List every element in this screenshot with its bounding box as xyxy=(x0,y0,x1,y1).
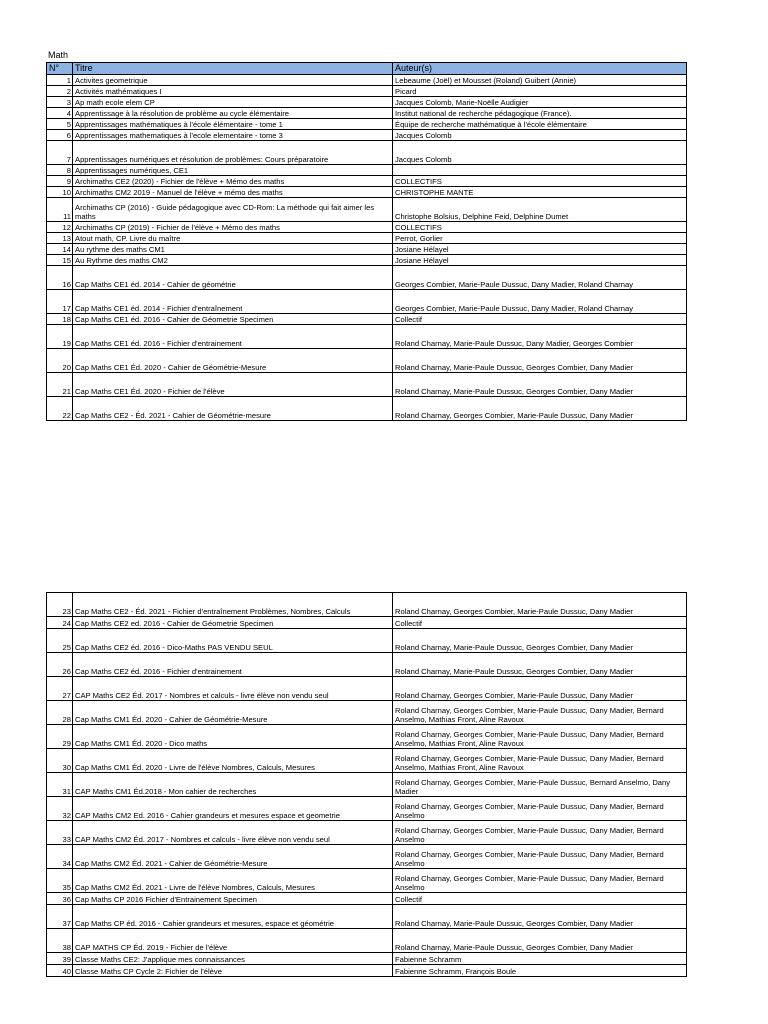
author-cell: Roland Charnay, Marie-Paule Dussuc, Georges Combier, Dany Madier xyxy=(393,373,687,397)
table-row xyxy=(47,349,687,373)
table-row xyxy=(47,119,687,130)
author-cell: Picard xyxy=(393,86,687,97)
author-cell: Josiane Hélayel xyxy=(393,244,687,255)
row-number-cell: 20 xyxy=(47,349,73,373)
book-table-part-2 xyxy=(46,592,687,977)
title-cell: Activites geometrique xyxy=(73,75,393,86)
title-cell: Archimaths CM2 2019 - Manuel de l'élève + mémo des maths xyxy=(73,187,393,198)
row-number-cell: 3 xyxy=(47,97,73,108)
title-cell: Cap Maths CE1 Éd. 2020 - Cahier de Géométrie-Mesure xyxy=(73,349,393,373)
title-cell: Cap Maths CE1 éd. 2016 - Cahier de Géometrie Specimen xyxy=(73,314,393,325)
title-cell: Cap Maths CM2 Éd. 2021 - Livre de l'élève Nombres, Calculs, Mesures xyxy=(73,869,393,893)
table-row xyxy=(47,893,687,905)
author-cell: Christophe Bolsius, Delphine Feid, Delphine Dumet xyxy=(393,198,687,222)
author-cell: Roland Charnay, Marie-Paule Dussuc, Georges Combier, Dany Madier xyxy=(393,349,687,373)
row-number-cell: 13 xyxy=(47,233,73,244)
author-cell: Collectif xyxy=(393,893,687,905)
title-cell: CAP MATHS CP Éd. 2019 - Fichier de l'élève xyxy=(73,929,393,953)
row-number-cell: 38 xyxy=(47,929,73,953)
row-number-cell: 6 xyxy=(47,130,73,141)
author-cell: Roland Charnay, Georges Combier, Marie-Paule Dussuc, Dany Madier xyxy=(393,397,687,421)
table-body xyxy=(47,593,687,977)
table-row xyxy=(47,86,687,97)
author-cell: Roland Charnay, Georges Combier, Marie-Paule Dussuc, Dany Madier, Bernard Anselmo, Mathias Front, Aline Ravoux xyxy=(393,749,687,773)
table-row xyxy=(47,677,687,701)
row-number-cell: 5 xyxy=(47,119,73,130)
author-cell: Lebeaume (Joël) et Mousset (Roland) Guibert (Annie) xyxy=(393,75,687,86)
row-number-cell: 2 xyxy=(47,86,73,97)
title-cell: Au rythme des maths CM1 xyxy=(73,244,393,255)
row-number-cell: 39 xyxy=(47,953,73,965)
row-number-cell: 27 xyxy=(47,677,73,701)
author-cell: Roland Charnay, Marie-Paule Dussuc, Georges Combier, Dany Madier xyxy=(393,653,687,677)
row-number-cell: 19 xyxy=(47,325,73,349)
row-number-cell: 10 xyxy=(47,187,73,198)
row-number-cell: 25 xyxy=(47,629,73,653)
author-cell: Collectif xyxy=(393,314,687,325)
table-row xyxy=(47,130,687,141)
title-cell: Cap Maths CM1 Éd. 2020 - Dico maths xyxy=(73,725,393,749)
author-cell: Roland Charnay, Georges Combier, Marie-Paule Dussuc, Bernard Anselmo, Dany Madier xyxy=(393,773,687,797)
table-row xyxy=(47,165,687,176)
title-cell: Cap Maths CE1 Éd. 2020 - Fichier de l'élève xyxy=(73,373,393,397)
row-number-cell: 7 xyxy=(47,141,73,165)
table-row xyxy=(47,845,687,869)
table-row xyxy=(47,965,687,977)
table-row xyxy=(47,629,687,653)
author-cell: Roland Charnay, Georges Combier, Marie-Paule Dussuc, Dany Madier, Bernard Anselmo xyxy=(393,797,687,821)
table-row xyxy=(47,701,687,725)
table-row xyxy=(47,749,687,773)
row-number-cell: 36 xyxy=(47,893,73,905)
table-row xyxy=(47,929,687,953)
title-cell: CAP Maths CM1 Éd.2018 - Mon cahier de recherches xyxy=(73,773,393,797)
column-header-number: N° xyxy=(47,63,73,75)
row-number-cell: 18 xyxy=(47,314,73,325)
table-row xyxy=(47,141,687,165)
author-cell xyxy=(393,165,687,176)
table-row xyxy=(47,97,687,108)
author-cell: Roland Charnay, Georges Combier, Marie-Paule Dussuc, Dany Madier, Bernard Anselmo xyxy=(393,869,687,893)
author-cell: Jacques Colomb xyxy=(393,130,687,141)
author-cell: Institut national de recherche pédagogique (France). xyxy=(393,108,687,119)
table-row xyxy=(47,255,687,266)
row-number-cell: 35 xyxy=(47,869,73,893)
row-number-cell: 22 xyxy=(47,397,73,421)
table-row xyxy=(47,222,687,233)
row-number-cell: 34 xyxy=(47,845,73,869)
title-cell: Cap Maths CM2 Éd. 2021 - Cahier de Géométrie-Mesure xyxy=(73,845,393,869)
author-cell: Équipe de recherche mathématique à l'école élémentaire xyxy=(393,119,687,130)
table-row xyxy=(47,75,687,86)
table-row xyxy=(47,108,687,119)
author-cell: CHRISTOPHE MANTE xyxy=(393,187,687,198)
author-cell: Roland Charnay, Marie-Paule Dussuc, Georges Combier, Dany Madier xyxy=(393,905,687,929)
title-cell: Cap Maths CE2 éd. 2016 - Dico-Maths PAS VENDU SEUL xyxy=(73,629,393,653)
author-cell: Perrot, Gorlier xyxy=(393,233,687,244)
title-cell: CAP Maths CE2 Éd. 2017 - Nombres et calculs - livre élève non vendu seul xyxy=(73,677,393,701)
title-cell: Atout math, CP. Livre du maître xyxy=(73,233,393,244)
title-cell: Cap Maths CE1 éd. 2016 - Fichier d'entrainement xyxy=(73,325,393,349)
author-cell: Fabienne Schramm xyxy=(393,953,687,965)
title-cell: Cap Maths CE1 éd. 2014 - Cahier de géométrie xyxy=(73,266,393,290)
table-row xyxy=(47,869,687,893)
table-row xyxy=(47,797,687,821)
title-cell: Au Rythme des maths CM2 xyxy=(73,255,393,266)
author-cell: Fabienne Schramm, François Boule xyxy=(393,965,687,977)
title-cell: Cap Maths CM1 Éd. 2020 - Cahier de Géométrie-Mesure xyxy=(73,701,393,725)
table-row xyxy=(47,198,687,222)
table-row xyxy=(47,290,687,314)
table-row xyxy=(47,821,687,845)
row-number-cell: 8 xyxy=(47,165,73,176)
table-row xyxy=(47,953,687,965)
row-number-cell: 12 xyxy=(47,222,73,233)
row-number-cell: 16 xyxy=(47,266,73,290)
table-row xyxy=(47,176,687,187)
title-cell: Cap Maths CE2 ed. 2016 - Cahier de Géometrie Specimen xyxy=(73,617,393,629)
table-row xyxy=(47,593,687,617)
row-number-cell: 33 xyxy=(47,821,73,845)
author-cell: COLLECTIFS xyxy=(393,176,687,187)
title-cell: Apprentissages numériques et résolution de problèmes: Cours préparatoire xyxy=(73,141,393,165)
row-number-cell: 15 xyxy=(47,255,73,266)
row-number-cell: 30 xyxy=(47,749,73,773)
author-cell: Roland Charnay, Georges Combier, Marie-Paule Dussuc, Dany Madier xyxy=(393,593,687,617)
table-row xyxy=(47,773,687,797)
table-row xyxy=(47,314,687,325)
table-row xyxy=(47,617,687,629)
title-cell: Cap Maths CP éd. 2016 - Cahier grandeurs et mesures, espace et géométrie xyxy=(73,905,393,929)
row-number-cell: 24 xyxy=(47,617,73,629)
author-cell: Roland Charnay, Georges Combier, Marie-Paule Dussuc, Dany Madier, Bernard Anselmo xyxy=(393,845,687,869)
title-cell: Cap Maths CE2 - Éd. 2021 - Cahier de Géométrie-mesure xyxy=(73,397,393,421)
title-cell: Apprentissage à la résolution de problème au cycle élémentaire xyxy=(73,108,393,119)
book-table-part-1 xyxy=(46,62,687,421)
author-cell: Jacques Colomb xyxy=(393,141,687,165)
table-row xyxy=(47,266,687,290)
row-number-cell: 40 xyxy=(47,965,73,977)
title-cell: Ap math ecole elem CP xyxy=(73,97,393,108)
title-cell: Cap Maths CE2 éd. 2016 - Fichier d'entrainement xyxy=(73,653,393,677)
row-number-cell: 32 xyxy=(47,797,73,821)
author-cell: Georges Combier, Marie-Paule Dussuc, Dany Madier, Roland Charnay xyxy=(393,266,687,290)
author-cell: Roland Charnay, Marie-Paule Dussuc, Georges Combier, Dany Madier xyxy=(393,929,687,953)
author-cell: Roland Charnay, Georges Combier, Marie-Paule Dussuc, Dany Madier, Bernard Anselmo xyxy=(393,821,687,845)
title-cell: Cap Maths CP 2016 Fichier d'Entrainement Specimen xyxy=(73,893,393,905)
author-cell: Roland Charnay, Georges Combier, Marie-Paule Dussuc, Dany Madier xyxy=(393,677,687,701)
table-row xyxy=(47,233,687,244)
row-number-cell: 17 xyxy=(47,290,73,314)
table-row xyxy=(47,373,687,397)
title-cell: CAP Maths CM2 Éd. 2017 - Nombres et calculs - livre élève non vendu seul xyxy=(73,821,393,845)
title-cell: Cap Maths CE1 éd. 2014 - Fichier d'entraînement xyxy=(73,290,393,314)
row-number-cell: 1 xyxy=(47,75,73,86)
title-cell: Apprentissages mathematiques à l'ecole elementaire - tome 3 xyxy=(73,130,393,141)
title-cell: Archimaths CP (2016) - Guide pédagogique avec CD-Rom: La méthode qui fait aimer les maths xyxy=(73,198,393,222)
author-cell: Roland Charnay, Georges Combier, Marie-Paule Dussuc, Dany Madier, Bernard Anselmo, Mathias Front, Aline Ravoux xyxy=(393,701,687,725)
author-cell: COLLECTIFS xyxy=(393,222,687,233)
author-cell: Georges Combier, Marie-Paule Dussuc, Dany Madier, Roland Charnay xyxy=(393,290,687,314)
title-cell: Activités mathématiques I xyxy=(73,86,393,97)
row-number-cell: 37 xyxy=(47,905,73,929)
row-number-cell: 31 xyxy=(47,773,73,797)
table-body xyxy=(47,75,687,421)
author-cell: Josiane Hélayel xyxy=(393,255,687,266)
title-cell: Archimaths CE2 (2020) - Fichier de l'élève + Mémo des maths xyxy=(73,176,393,187)
table-row xyxy=(47,187,687,198)
table-row xyxy=(47,325,687,349)
author-cell: Roland Charnay, Marie-Paule Dussuc, Georges Combier, Dany Madier xyxy=(393,629,687,653)
title-cell: Archimaths CP (2019) - Fichier de l'élève + Mémo des maths xyxy=(73,222,393,233)
row-number-cell: 29 xyxy=(47,725,73,749)
table-row xyxy=(47,905,687,929)
title-cell: Classe Maths CP Cycle 2: Fichier de l'élève xyxy=(73,965,393,977)
header-row xyxy=(47,63,687,75)
title-cell: Apprentissages numériques, CE1 xyxy=(73,165,393,176)
row-number-cell: 14 xyxy=(47,244,73,255)
row-number-cell: 9 xyxy=(47,176,73,187)
table-row xyxy=(47,653,687,677)
author-cell: Collectif xyxy=(393,617,687,629)
column-header-title: Titre xyxy=(73,63,393,75)
title-cell: Cap Maths CM1 Éd. 2020 - Livre de l'élève Nombres, Calculs, Mesures xyxy=(73,749,393,773)
table-row xyxy=(47,244,687,255)
column-header-author: Auteur(s) xyxy=(393,63,687,75)
table-row xyxy=(47,397,687,421)
title-cell: CAP Maths CM2 Ed. 2016 - Cahier grandeurs et mesures espace et geometrie xyxy=(73,797,393,821)
author-cell: Jacques Colomb, Marie-Noëlle Audigier xyxy=(393,97,687,108)
sheet-title: Math xyxy=(48,50,69,60)
author-cell: Roland Charnay, Georges Combier, Marie-Paule Dussuc, Dany Madier, Bernard Anselmo, Mathias Front, Aline Ravoux xyxy=(393,725,687,749)
title-cell: Apprentissages mathématiques à l'école élémentaire - tome 1 xyxy=(73,119,393,130)
row-number-cell: 11 xyxy=(47,198,73,222)
table-row xyxy=(47,725,687,749)
row-number-cell: 4 xyxy=(47,108,73,119)
row-number-cell: 26 xyxy=(47,653,73,677)
title-cell: Cap Maths CE2 - Éd. 2021 - Fichier d'entraînement Problèmes, Nombres, Calculs xyxy=(73,593,393,617)
row-number-cell: 23 xyxy=(47,593,73,617)
title-cell: Classe Maths CE2: J'applique mes connaissances xyxy=(73,953,393,965)
author-cell: Roland Charnay, Marie-Paule Dussuc, Dany Madier, Georges Combier xyxy=(393,325,687,349)
row-number-cell: 28 xyxy=(47,701,73,725)
row-number-cell: 21 xyxy=(47,373,73,397)
